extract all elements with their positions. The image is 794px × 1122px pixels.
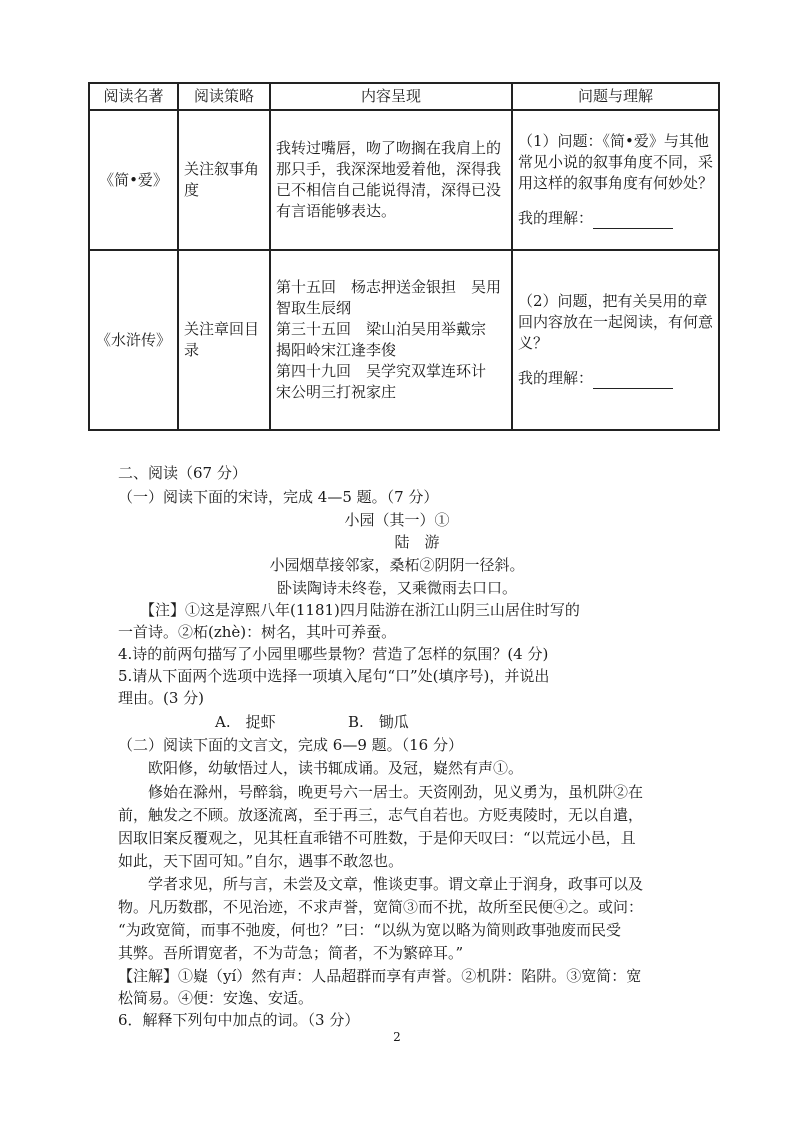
question-text: （2）问题，把有关吴用的章回内容放在一起阅读，有何意义？ (518, 292, 714, 352)
table-header-row (89, 83, 719, 110)
passage-line: 前，触发之不顾。放逐流离，至于再三，志气自若也。方贬夷陵时，无以自遣， (118, 806, 644, 824)
annotation-line: 松简易。④便：安逸、安适。 (118, 989, 314, 1007)
passage-line: 学者求见，所与言，未尝及文章，惟谈吏事。谓文章止于润身，政事可以及 (148, 875, 644, 893)
question-5-cont: 理由。(3 分) (118, 689, 205, 707)
question-cell (512, 250, 719, 430)
part1-intro: （一）阅读下面的宋诗，完成 4—5 题。（7 分） (118, 488, 439, 506)
book-cell: 《水浒传》 (89, 250, 178, 430)
answer-line (518, 208, 713, 229)
header-book: 阅读名著 (89, 83, 178, 110)
passage-line: 因取旧案反覆观之，见其枉直乖错不可胜数，于是仰天叹曰：“以荒远小邑，且 (118, 829, 636, 847)
header-question: 问题与理解 (512, 83, 719, 110)
strategy-cell: 关注章回目录 (178, 250, 270, 430)
answer-blank[interactable] (593, 212, 673, 229)
content-cell (270, 250, 512, 430)
chapter-line: 第十五回 杨志押送金银担 吴用智取生辰纲 (276, 278, 502, 317)
chapter-line: 第四十九回 吴学究双掌连环计 宋公明三打祝家庄 (276, 362, 502, 401)
option-a: A. 捉虾 (215, 713, 276, 731)
answer-blank[interactable] (593, 372, 673, 389)
question-5: 5.请从下面两个选项中选择一项填入尾句“口”处(填序号)，并说出 (118, 667, 550, 685)
question-cell (512, 110, 719, 250)
poem-author: 陆 游 (394, 533, 440, 551)
answer-label: 我的理解： (518, 209, 594, 227)
answer-label: 我的理解： (518, 369, 594, 387)
content-cell: 我转过嘴唇，吻了吻搁在我肩上的那只手，我深深地爱着他，深得我已不相信自己能说得清，深得已没有言语能够表达。 (270, 110, 512, 250)
passage-paragraph: 欧阳修，幼敏悟过人，读书辄成诵。及冠，嶷然有声①。 (148, 759, 524, 777)
chapter-line: 第三十五回 梁山泊吴用举戴宗 揭阳岭宋江逢李俊 (276, 320, 502, 359)
annotation-line: 【注解】①嶷（yí）然有声：人品超群而享有声誉。②机阱：陷阱。③宽简：宽 (118, 967, 642, 985)
page-number: 2 (393, 1030, 401, 1044)
poem-note: 【注】①这是淳熙八年(1181)四月陆游在浙江山阴三山居住时写的 (140, 601, 580, 619)
section-title: 二、阅读（67 分） (118, 464, 247, 482)
question-4: 4.诗的前两句描写了小园里哪些景物？营造了怎样的氛围？(4 分) (118, 645, 549, 663)
poem-line: 小园烟草接邻家，桑柘②阴阴一径斜。 (269, 556, 525, 574)
passage-line: “为政宽简，而事不弛废，何也？”曰：“以纵为宽以略为简则政事弛废而民受 (118, 921, 622, 939)
part2-intro: （二）阅读下面的文言文，完成 6—9 题。（16 分） (118, 736, 463, 754)
passage-line: 如此，天下固可知。”自尔，遇事不敢忽也。 (118, 852, 404, 870)
strategy-cell: 关注叙事角度 (178, 110, 270, 250)
option-b: B. 锄瓜 (348, 713, 409, 731)
question-6: 6．解释下列句中加点的词。（3 分） (118, 1011, 360, 1029)
poem-title: 小园（其一）① (344, 511, 450, 529)
poem-line: 卧读陶诗未终卷，又乘微雨去口口。 (276, 579, 517, 597)
question-text: （1）问题：《简•爱》与其他常见小说的叙事角度不同，采用这样的叙事角度有何妙处？ (518, 132, 714, 192)
passage-line: 修始在滁州，号醉翁，晚更号六一居士。天资刚劲，见义勇为，虽机阱②在 (148, 783, 644, 801)
passage-line: 其弊。吾所谓宽者，不为苛急；简者，不为繁碎耳。” (118, 944, 464, 962)
passage-line: 物。凡历数郡，不见治迹，不求声誉，宽简③而不扰，故所至民便④之。或问： (118, 898, 644, 916)
table-row (89, 110, 719, 250)
book-cell: 《简•爱》 (89, 110, 178, 250)
header-content: 内容呈现 (270, 83, 512, 110)
header-strategy: 阅读策略 (178, 83, 270, 110)
table-row (89, 250, 719, 430)
answer-line (518, 368, 713, 389)
reading-table (88, 82, 720, 431)
poem-note: 一首诗。②柘(zhè)：树名，其叶可养蚕。 (118, 623, 397, 641)
